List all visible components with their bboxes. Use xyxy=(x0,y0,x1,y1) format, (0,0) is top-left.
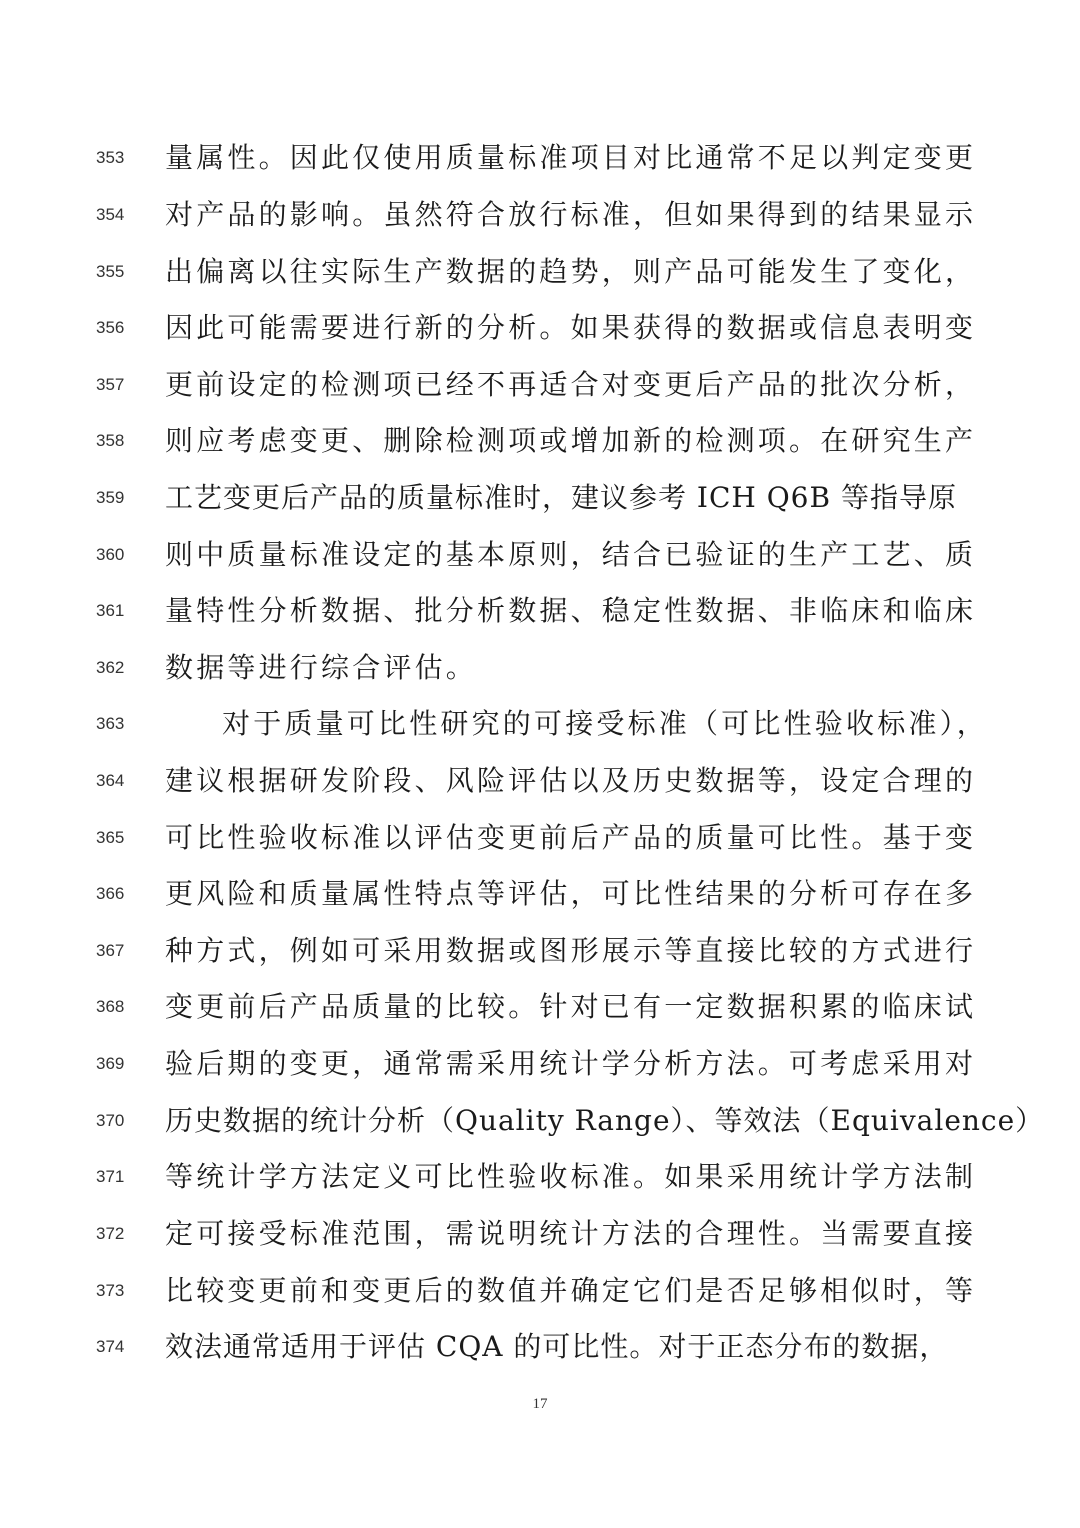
line-number: 364 xyxy=(96,771,125,790)
line-number: 354 xyxy=(96,205,125,224)
line-text: 数据等进行综合评估。 xyxy=(165,651,478,684)
line-text: 比较变更前和变更后的数值并确定它们是否足够相似时，等 xyxy=(165,1274,977,1307)
line-number: 374 xyxy=(96,1337,125,1356)
line-text: 建议根据研发阶段、风险评估以及历史数据等，设定合理的 xyxy=(165,764,977,797)
text-line xyxy=(0,876,1080,932)
line-text: 历史数据的统计分析（Quality Range）、等效法（Equivalence） xyxy=(165,1104,1045,1137)
line-number: 371 xyxy=(96,1167,125,1186)
line-text: 因此可能需要进行新的分析。如果获得的数据或信息表明变 xyxy=(165,311,977,344)
line-number: 372 xyxy=(96,1224,125,1243)
line-text: 种方式，例如可采用数据或图形展示等直接比较的方式进行 xyxy=(165,934,977,967)
text-line xyxy=(0,650,1080,706)
text-line xyxy=(0,989,1080,1045)
line-text: 变更前后产品质量的比较。针对已有一定数据积累的临床试 xyxy=(165,990,977,1023)
text-line xyxy=(0,1273,1080,1329)
text-line xyxy=(0,197,1080,253)
text-line xyxy=(0,933,1080,989)
line-number: 355 xyxy=(96,262,125,281)
line-number: 368 xyxy=(96,997,125,1016)
line-number: 357 xyxy=(96,375,125,394)
text-line xyxy=(0,706,1080,762)
line-number: 359 xyxy=(96,488,125,507)
line-number: 356 xyxy=(96,318,125,337)
text-line xyxy=(0,367,1080,423)
line-number: 362 xyxy=(96,658,125,677)
text-line xyxy=(0,1216,1080,1272)
line-text: 对于质量可比性研究的可接受标准（可比性验收标准）， xyxy=(222,707,989,740)
line-text: 量特性分析数据、批分析数据、稳定性数据、非临床和临床 xyxy=(165,594,977,627)
line-text: 工艺变更后产品的质量标准时，建议参考 ICH Q6B 等指导原 xyxy=(165,481,957,514)
line-number: 361 xyxy=(96,601,125,620)
text-line xyxy=(0,537,1080,593)
line-number: 363 xyxy=(96,714,125,733)
line-text: 出偏离以往实际生产数据的趋势，则产品可能发生了变化， xyxy=(165,255,977,288)
text-line xyxy=(0,1046,1080,1102)
line-text: 对产品的影响。虽然符合放行标准，但如果得到的结果显示 xyxy=(165,198,977,231)
line-number: 366 xyxy=(96,884,125,903)
line-text: 更前设定的检测项已经不再适合对变更后产品的批次分析， xyxy=(165,368,977,401)
line-text: 效法通常适用于评估 CQA 的可比性。对于正态分布的数据， xyxy=(165,1330,949,1363)
text-line xyxy=(0,140,1080,196)
line-text: 更风险和质量属性特点等评估，可比性结果的分析可存在多 xyxy=(165,877,977,910)
text-line xyxy=(0,254,1080,310)
text-line xyxy=(0,593,1080,649)
line-text: 则中质量标准设定的基本原则，结合已验证的生产工艺、质 xyxy=(165,538,977,571)
line-text: 等统计学方法定义可比性验收标准。如果采用统计学方法制 xyxy=(165,1160,977,1193)
line-text: 量属性。因此仅使用质量标准项目对比通常不足以判定变更 xyxy=(165,141,977,174)
line-number: 365 xyxy=(96,828,125,847)
line-text: 则应考虑变更、删除检测项或增加新的检测项。在研究生产 xyxy=(165,424,977,457)
text-line xyxy=(0,423,1080,479)
line-number: 369 xyxy=(96,1054,125,1073)
line-text: 可比性验收标准以评估变更前后产品的质量可比性。基于变 xyxy=(165,821,977,854)
text-line xyxy=(0,310,1080,366)
line-number: 358 xyxy=(96,431,125,450)
text-line xyxy=(0,1103,1080,1159)
line-number: 367 xyxy=(96,941,125,960)
line-number: 373 xyxy=(96,1281,125,1300)
line-number: 360 xyxy=(96,545,125,564)
line-text: 定可接受标准范围，需说明统计方法的合理性。当需要直接 xyxy=(165,1217,977,1250)
line-number: 370 xyxy=(96,1111,125,1130)
line-text: 验后期的变更，通常需采用统计学分析方法。可考虑采用对 xyxy=(165,1047,977,1080)
text-line xyxy=(0,480,1080,536)
text-line xyxy=(0,820,1080,876)
text-line xyxy=(0,1329,1080,1385)
page-number: 17 xyxy=(532,1396,548,1412)
line-number: 353 xyxy=(96,148,125,167)
text-line xyxy=(0,1159,1080,1215)
text-line xyxy=(0,763,1080,819)
